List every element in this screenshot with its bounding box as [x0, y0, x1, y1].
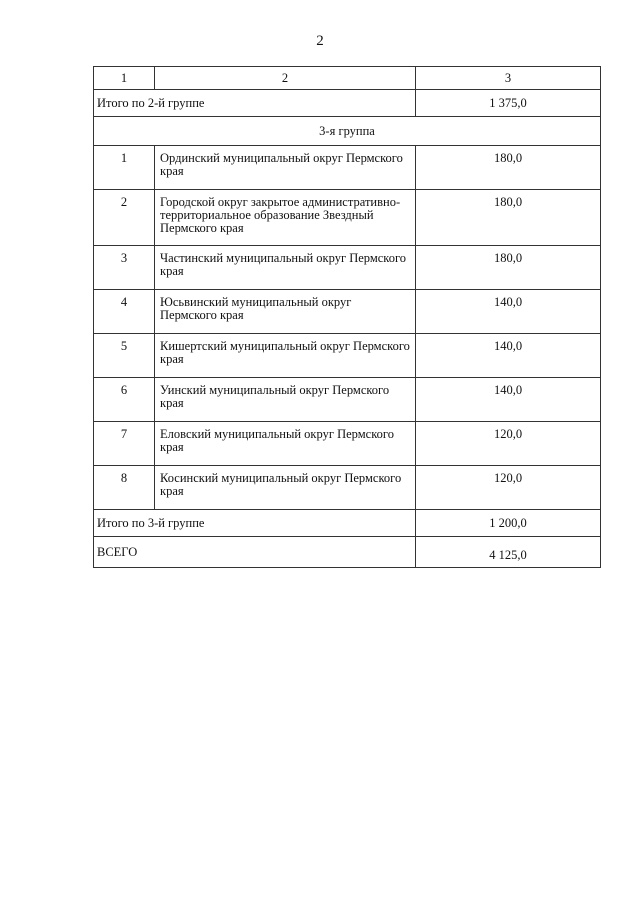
amount-value: 180,0: [416, 146, 601, 190]
table-row: [94, 246, 601, 290]
column-number-row: [94, 67, 601, 90]
group3-title: 3-я группа: [94, 117, 601, 146]
amount-value: 180,0: [416, 190, 601, 246]
page-number: 2: [316, 33, 324, 49]
municipality-name: Кишертский муниципальный округ Пермского края: [155, 334, 416, 378]
row-number: 5: [94, 334, 155, 378]
group3-header-row: [94, 117, 601, 146]
subtotal-group3-row: [94, 510, 601, 537]
grand-total-label: ВСЕГО: [94, 537, 416, 568]
subtotal-group3-label: Итого по 3-й группе: [94, 510, 416, 537]
municipality-name: Городской округ закрытое административно-территориальное образование Звездный Пермского края: [155, 190, 416, 246]
grand-total-row: [94, 537, 601, 568]
municipality-name: Еловский муниципальный округ Пермского края: [155, 422, 416, 466]
table-row: [94, 422, 601, 466]
amount-value: 180,0: [416, 246, 601, 290]
grand-total-value: 4 125,0: [416, 537, 601, 568]
column-header-2: 2: [155, 67, 416, 90]
subtotal-group2-label: Итого по 2-й группе: [94, 90, 416, 117]
subtotal-group3-value: 1 200,0: [416, 510, 601, 537]
row-number: 4: [94, 290, 155, 334]
row-number: 3: [94, 246, 155, 290]
amount-value: 140,0: [416, 378, 601, 422]
column-header-1: 1: [94, 67, 155, 90]
table-row: [94, 146, 601, 190]
municipality-name: Ординский муниципальный округ Пермского края: [155, 146, 416, 190]
municipality-name: Частинский муниципальный округ Пермского края: [155, 246, 416, 290]
table-row: [94, 466, 601, 510]
amount-value: 120,0: [416, 466, 601, 510]
table-row: [94, 378, 601, 422]
allocation-table: [93, 66, 601, 568]
row-number: 2: [94, 190, 155, 246]
row-number: 8: [94, 466, 155, 510]
amount-value: 120,0: [416, 422, 601, 466]
table-row: [94, 290, 601, 334]
row-number: 1: [94, 146, 155, 190]
subtotal-group2-value: 1 375,0: [416, 90, 601, 117]
amount-value: 140,0: [416, 334, 601, 378]
table-row: [94, 334, 601, 378]
amount-value: 140,0: [416, 290, 601, 334]
row-number: 6: [94, 378, 155, 422]
municipality-name: Косинский муниципальный округ Пермского края: [155, 466, 416, 510]
municipality-name: Уинский муниципальный округ Пермского края: [155, 378, 416, 422]
column-header-3: 3: [416, 67, 601, 90]
subtotal-group2-row: [94, 90, 601, 117]
municipality-name: Юсьвинский муниципальный округ Пермского края: [155, 290, 416, 334]
table-row: [94, 190, 601, 246]
row-number: 7: [94, 422, 155, 466]
